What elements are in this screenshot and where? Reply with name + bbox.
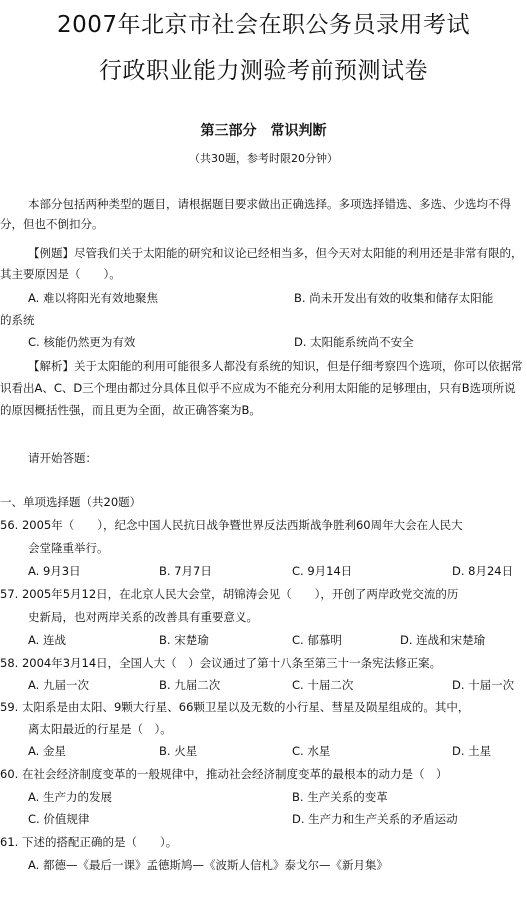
example-question: 【例题】尽管我们关于太阳能的研究和议论已经相当多，但今天对太阳能的利用还是非常有限的，其主要原因是（ ）。 bbox=[0, 246, 523, 281]
question-61-line1: 61. 下述的搭配正确的是（ ）。 bbox=[0, 835, 178, 849]
question-59-option-c: C. 水星 bbox=[292, 744, 331, 758]
question-60-option-a: A. 生产力的发展 bbox=[28, 790, 112, 804]
document-title-line1: 2007年北京市社会在职公务员录用考试 bbox=[56, 12, 471, 38]
question-57-option-a: A. 连战 bbox=[28, 633, 66, 647]
question-59-line2: 离太阳最近的行星是（ ）。 bbox=[28, 722, 172, 736]
example-option-c: C. 核能仍然更为有效 bbox=[28, 335, 136, 349]
question-59-option-a: A. 金星 bbox=[28, 744, 66, 758]
part-heading: 一、单项选择题（共20题） bbox=[0, 495, 142, 509]
instructions-paragraph: 本部分包括两种类型的题目，请根据题目要求做出正确选择。多项选择错选、多选、少选均不得分，但也不倒扣分。 bbox=[0, 197, 511, 231]
question-57-option-d: D. 连战和宋楚瑜 bbox=[400, 633, 486, 647]
question-58-option-a: A. 九届一次 bbox=[28, 678, 89, 692]
question-58-option-b: B. 九届二次 bbox=[159, 678, 221, 692]
question-56-line2: 会堂隆重举行。 bbox=[28, 541, 109, 555]
question-58-option-d: D. 十届一次 bbox=[452, 678, 515, 692]
question-57-option-b: B. 宋楚瑜 bbox=[159, 633, 209, 647]
question-58-line1: 58. 2004年3月14日，全国人大（ ）会议通过了第十八条至第三十一条宪法修正案。 bbox=[0, 656, 442, 670]
question-60-option-b: B. 生产关系的变革 bbox=[292, 790, 388, 804]
question-57-line1: 57. 2005年5月12日，在北京人民大会堂，胡锦涛会见（ ），开创了两岸政党交流的历 bbox=[0, 587, 459, 601]
example-analysis: 【解析】关于太阳能的利用可能很多人都没有系统的知识，但是仔细考察四个选项，你可以依据常识看出A、C、D三个理由都过分具体且似乎不应成为不能充分利用太阳能的足够理由，只有B选项所说的原因概括性强，而且更为全面，故正确答案为B。 bbox=[0, 359, 523, 417]
question-61-option-a: A. 都德—《最后一课》孟德斯鸠—《波斯人信札》泰戈尔—《新月集》 bbox=[28, 858, 388, 872]
example-option-a: A. 难以将阳光有效地聚焦 bbox=[28, 291, 158, 305]
section-title: 第三部分 常识判断 bbox=[200, 123, 327, 139]
start-prompt: 请开始答题： bbox=[28, 451, 97, 465]
question-57-option-c: C. 郁慕明 bbox=[292, 633, 342, 647]
document-title-line2: 行政职业能力测验考前预测试卷 bbox=[99, 58, 428, 84]
question-59-line1: 59. 太阳系是由太阳、9颗大行星、66颗卫星以及无数的小行星、彗星及陨星组成的。其中， bbox=[0, 700, 470, 714]
question-56-option-a: A. 9月3日 bbox=[28, 564, 81, 578]
example-option-d: D. 太阳能系统尚不安全 bbox=[294, 335, 414, 349]
question-56-option-d: D. 8月24日 bbox=[452, 564, 514, 578]
question-60-option-d: D. 生产力和生产关系的矛盾运动 bbox=[292, 812, 458, 826]
question-57-line2: 史新局，也对两岸关系的改善具有重要意义。 bbox=[28, 610, 258, 624]
example-option-b: B. 尚未开发出有效的收集和储存太阳能 bbox=[294, 291, 494, 305]
question-58-option-c: C. 十届二次 bbox=[292, 678, 354, 692]
section-note: （共30题，参考时限20分钟） bbox=[189, 152, 338, 165]
question-56-option-c: C. 9月14日 bbox=[292, 564, 353, 578]
question-59-option-d: D. 土星 bbox=[452, 744, 492, 758]
question-56-line1: 56. 2005年（ ），纪念中国人民抗日战争暨世界反法西斯战争胜利60周年大会在人民大 bbox=[0, 518, 463, 532]
question-59-option-b: B. 火星 bbox=[159, 744, 198, 758]
example-option-b-continued: 的系统 bbox=[0, 313, 35, 327]
question-60-option-c: C. 价值规律 bbox=[28, 812, 90, 826]
question-56-option-b: B. 7月7日 bbox=[159, 564, 212, 578]
question-60-line1: 60. 在社会经济制度变革的一般规律中，推动社会经济制度变革的最根本的动力是（ ） bbox=[0, 767, 448, 781]
